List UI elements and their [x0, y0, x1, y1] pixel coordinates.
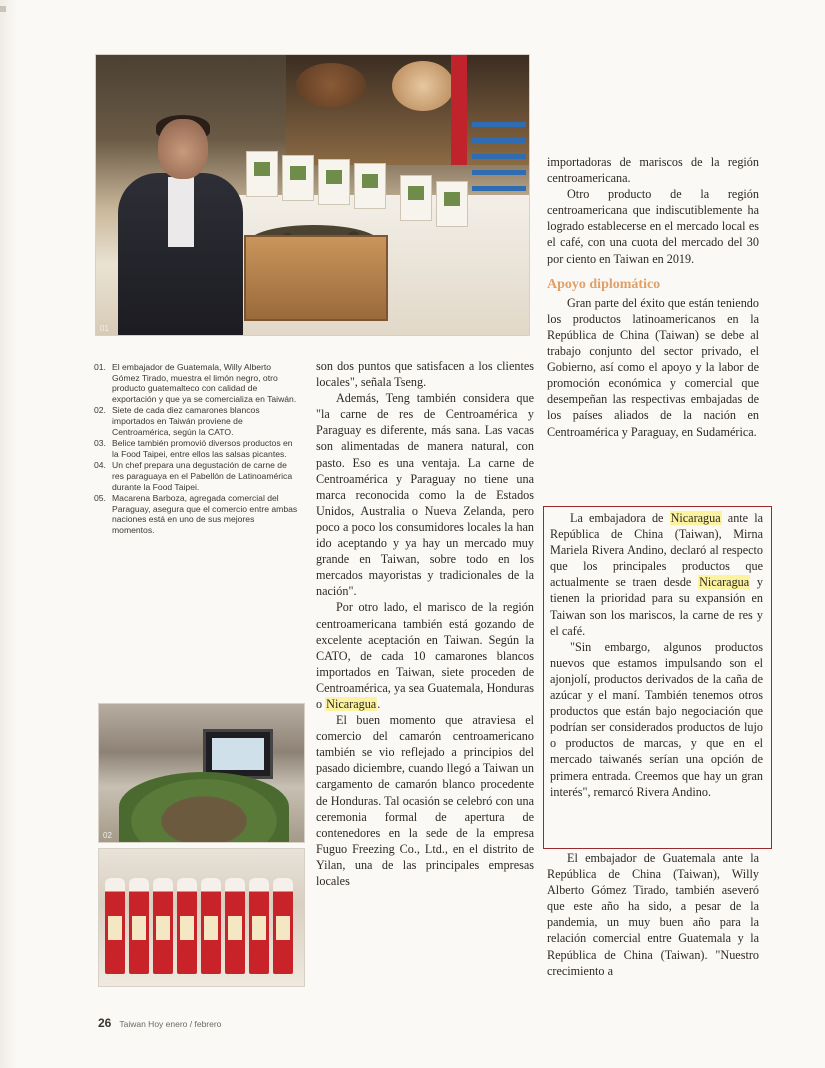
- article-column-middle: [316, 358, 534, 889]
- highlighted-term: Nicaragua: [326, 696, 377, 711]
- sauce-bottle: [249, 878, 269, 974]
- paragraph: "Sin embargo, algunos productos nuevos que estamos impulsando son el ajonjolí, productos derivados de la caña de azúcar y el maní. También tenemos otros productos que están bajo negociación que podrían ser considerados productos de lujo o productos de marcas, y que en el mercado taiwanés serían una opción de primera entrada. Creemos que hay un gran interés", remarcó Rivera Andino.: [550, 639, 763, 799]
- caption-text: Belice también promovió diversos productos en la Food Taipei, entre ellos las salsas picantes.: [112, 438, 293, 459]
- caption-text: Un chef prepara una degustación de carne de res paraguaya en el Pabellón de Latinoamérica durante la Food Taipei.: [112, 460, 293, 492]
- sauce-bottle: [129, 878, 149, 974]
- sauce-bottle: [201, 878, 221, 974]
- product-package: [282, 155, 314, 201]
- caption-text: Siete de cada diez camarones blancos importados en Taiwán proviene de Centroamérica, según la CATO.: [112, 405, 260, 437]
- photo-shrimp-display: [98, 703, 305, 843]
- paragraph: [550, 510, 763, 639]
- sauce-bottle: [153, 878, 173, 974]
- paragraph: El buen momento que atraviesa el comercio del camarón centroamericano también se vio reflejado a principios del pasado diciembre, cuando llegó a Taiwan un cargamento de camarón blanco procedente de Honduras. Tal ocasión se celebró con una ceremonia formal de apertura de contenedores en la sede de la empresa Fuguo Freezing Co., Ltd., en el distrito de Yilan, una de las principales empresas locales: [316, 713, 534, 888]
- caption-text: Macarena Barboza, agregada comercial del Paraguay, asegura que el comercio entre ambas naciones está en uno de sus mejores momentos.: [112, 493, 298, 535]
- photo-captions: [94, 362, 299, 537]
- article-column-right-bottom: [547, 850, 759, 979]
- caption-number: 05.: [94, 493, 106, 504]
- paragraph: El embajador de Guatemala ante la República de China (Taiwan), Willy Alberto Gómez Tirado, también aseveró que este año ha sido, a pesar de la pandemia, un muy buen año para la relación comercial entre Guatemala y la República de China (Taiwan). "Nuestro crecimiento a: [547, 851, 759, 978]
- red-column: [451, 55, 467, 165]
- bowl-fruit: [392, 61, 454, 111]
- ambassador-face: [158, 119, 208, 179]
- scan-edge-mark: [0, 6, 6, 12]
- caption-text: El embajador de Guatemala, Willy Alberto Gómez Tirado, muestra el limón negro, otro producto guatemalteco con calidad de exportación y que ya se comercializa en Taiwán.: [112, 362, 297, 404]
- sauce-bottle: [273, 878, 293, 974]
- caption-item: [94, 405, 299, 437]
- photo-number: 01: [100, 324, 109, 333]
- sauce-bottle: [105, 878, 125, 974]
- caption-number: 04.: [94, 460, 106, 471]
- paragraph-text: Por otro lado, el marisco de la región centroamericana también está gozando de excelente aceptación en Taiwan. Según la CATO, de cada 10 camarones blancos importados en Taiwan, siete proceden de Centroamérica, ya sea Guatemala, Honduras o: [316, 600, 534, 711]
- ambassador-shirt: [168, 177, 194, 247]
- paragraph: [316, 599, 534, 712]
- product-package: [400, 175, 432, 221]
- paragraph: Además, Teng también considera que "la carne de res de Centroamérica y Paraguay es diferente, más sana. Las vacas son alimentadas de manera natural, con pasto. Eso es una ventaja. La carne de Centroamérica y Paraguay no tiene una marca reconocida como la de Estados Unidos, Australia o Nueva Zelanda, pero poco a poco los consumidores locales la han ido aceptando y ya hay un mercado muy grande en Taiwan, sobre todo en los mercados mayoristas y tradicionales de la nación".: [316, 391, 534, 599]
- paragraph: Gran parte del éxito que están teniendo los productos latinoamericanos en la República de China (Taiwan) se debe al trabajo conjunto del sector privado, el Gobierno, así como el apoyo y la labor de promoción económica y comercial que desempeñan las respectivas embajadas de los países aliados de la nación en Centroamérica y Paraguay, en Sudamérica.: [547, 295, 759, 439]
- shrimp-on-leaves: [119, 772, 289, 842]
- photo-ambassador-booth: [95, 54, 530, 336]
- paragraph-text: ante la República de China (Taiwan), Mirna Mariela Rivera Andino, declaró al respecto que los principales productos que actualmente se traen desde: [550, 511, 763, 590]
- paragraph-text: .: [377, 696, 381, 711]
- caption-number: 01.: [94, 362, 106, 372]
- photo-number: 02: [103, 831, 112, 840]
- page-footer: [98, 1016, 221, 1030]
- boxed-quote: [550, 510, 763, 800]
- caption-number: 03.: [94, 438, 106, 449]
- paragraph-text: La embajadora de: [570, 511, 670, 525]
- product-package: [246, 151, 278, 197]
- photo-hot-sauces: [98, 848, 305, 987]
- paragraph: son dos puntos que satisfacen a los clientes locales", señala Tseng.: [316, 359, 534, 390]
- caption-item: [94, 438, 299, 459]
- article-column-right: [547, 154, 759, 440]
- caption-item: [94, 493, 299, 535]
- publication-name: Taiwan Hoy enero / febrero: [119, 1019, 222, 1029]
- paragraph: Otro producto de la región centroamericana que indiscutiblemente ha logrado establecerse en el mercado local es el café, con una cuota del mercado del 30 por ciento en Taiwan en 2019.: [547, 187, 759, 266]
- product-package: [436, 181, 468, 227]
- paragraph-text: y tienen la prioridad para su expansión en Taiwan son los mariscos, la carne de res y el café.: [550, 575, 764, 638]
- section-subheading: Apoyo diplomático: [547, 276, 661, 292]
- bowl-beans: [296, 63, 366, 107]
- highlighted-term: Nicaragua: [699, 575, 750, 590]
- caption-item: [94, 362, 299, 404]
- highlighted-term: Nicaragua: [670, 511, 721, 525]
- caption-number: 02.: [94, 405, 106, 416]
- caption-item: [94, 460, 299, 492]
- paragraph: importadoras de mariscos de la región centroamericana.: [547, 155, 759, 186]
- sauce-bottle: [225, 878, 245, 974]
- photo-number: 03: [103, 975, 112, 984]
- blue-rack: [472, 121, 526, 191]
- wooden-crate: [244, 235, 388, 321]
- product-package: [354, 163, 386, 209]
- product-package: [318, 159, 350, 205]
- sauce-bottle: [177, 878, 197, 974]
- page-number: 26: [98, 1016, 112, 1030]
